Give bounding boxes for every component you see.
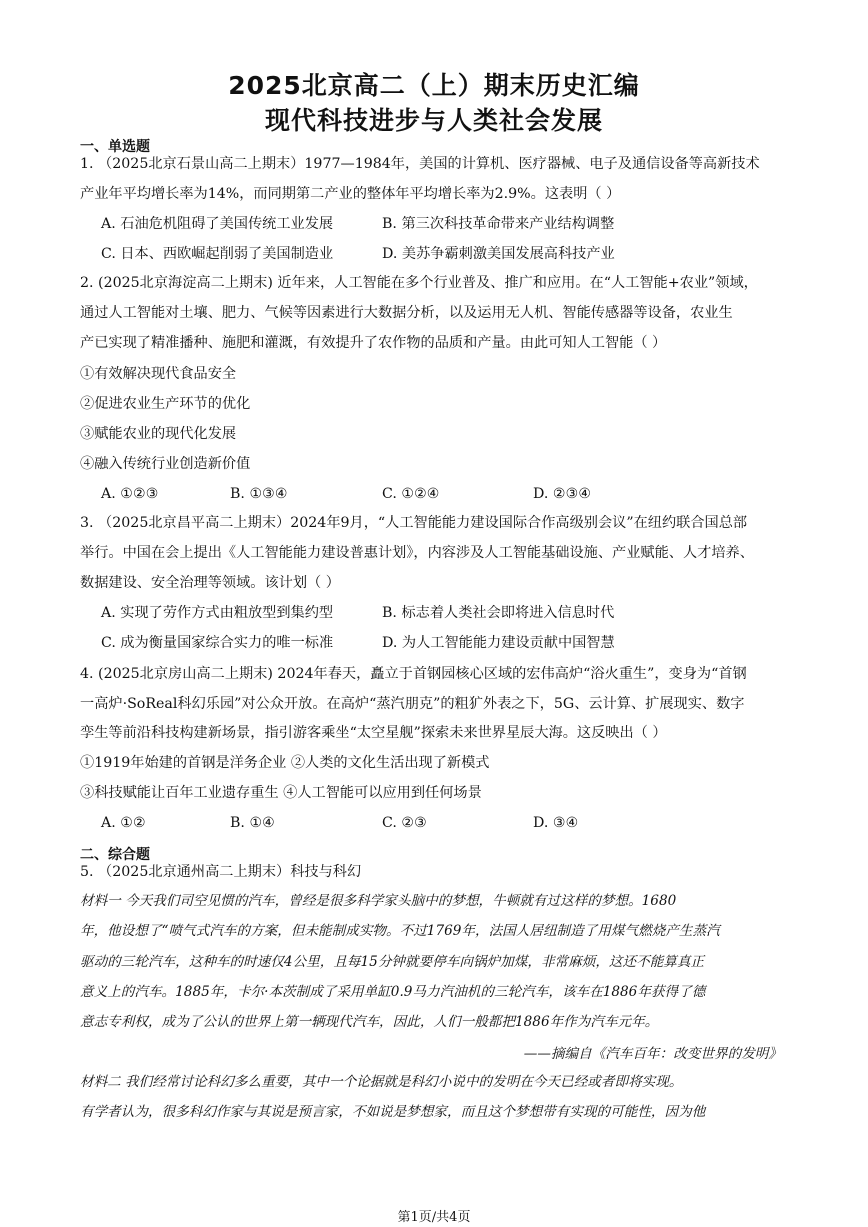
question-line: 5. （2025北京通州高二上期末）科技与科幻 <box>80 864 362 880</box>
statement-item: ①有效解决现代食品安全 <box>80 366 237 382</box>
material-line: 有学者认为，很多科幻作家与其说是预言家，不如说是梦想家，而且这个梦想带有实现的可能性，因为他 <box>80 1104 706 1120</box>
question-line: 产业年平均增长率为14%，而同期第二产业的整体年平均增长率为2.9%。这表明（ ） <box>80 186 621 202</box>
option-c: C. 日本、西欧崛起削弱了美国制造业 <box>101 246 334 262</box>
option-b: B. ①④ <box>230 815 275 831</box>
option-b: B. 标志着人类社会即将进入信息时代 <box>382 605 615 621</box>
question-line: 3. （2025北京昌平高二上期末）2024年9月，“人工智能能力建设国际合作高级别会议”在纽约联合国总部 <box>80 515 748 531</box>
statement-item: ④融入传统行业创造新价值 <box>80 456 251 472</box>
question-line: 孪生等前沿科技构建新场景，指引游客乘坐“太空星舰”探索未来世界星辰大海。这反映出（ ） <box>80 725 667 741</box>
material-line: 年，他设想了“喷气式汽车的方案，但未能制成实物。不过1769年，法国人居纽制造了用煤气燃烧产生蒸汽 <box>80 923 720 939</box>
option-c: C. 成为衡量国家综合实力的唯一标准 <box>101 635 334 651</box>
section-heading-single-choice: 一、单选题 <box>80 139 150 155</box>
statement-item: ①1919年始建的首钢是洋务企业 ②人类的文化生活出现了新模式 <box>80 755 490 771</box>
material-source: ——摘编自《汽车百年：改变世界的发明》 <box>523 1046 782 1062</box>
question-line: 4. (2025北京房山高二上期末) 2024年春天，矗立于首钢园核心区域的宏伟高炉“浴火重生”，变身为“首钢 <box>80 666 747 682</box>
question-line: 举行。中国在会上提出《人工智能能力建设普惠计划》，内容涉及人工智能基础设施、产业赋能、人才培养、 <box>80 545 754 561</box>
material-line: 材料一 今天我们司空见惯的汽车，曾经是很多科学家头脑中的梦想，牛顿就有过这样的梦想。1680 <box>80 893 677 909</box>
option-b: B. 第三次科技革命带来产业结构调整 <box>382 216 615 232</box>
option-d: D. 美苏争霸刺激美国发展高科技产业 <box>382 246 615 262</box>
option-a: A. ①② <box>101 815 146 831</box>
question-line: 2. (2025北京海淀高二上期末) 近年来，人工智能在多个行业普及、推广和应用。在“人工智能+农业”领域， <box>80 275 758 291</box>
option-c: C. ①②④ <box>382 486 440 502</box>
option-d: D. ③④ <box>533 815 579 831</box>
material-line: 驱动的三轮汽车，这种车的时速仅4公里，且每15分钟就要停车向锅炉加煤，非常麻烦，这还不能算真正 <box>80 954 705 970</box>
section-heading-comprehensive: 二、综合题 <box>80 847 150 863</box>
option-a: A. 石油危机阻碍了美国传统工业发展 <box>101 216 334 232</box>
material-line: 材料二 我们经常讨论科幻多么重要，其中一个论据就是科幻小说中的发明在今天已经或者即将实现。 <box>80 1074 683 1090</box>
option-d: D. 为人工智能能力建设贡献中国智慧 <box>382 635 615 651</box>
option-c: C. ②③ <box>382 815 427 831</box>
page-subtitle: 现代科技进步与人类社会发展 <box>264 106 603 135</box>
option-a: A. ①②③ <box>101 486 159 502</box>
statement-item: ③赋能农业的现代化发展 <box>80 426 237 442</box>
question-line: 数据建设、安全治理等领域。该计划（ ） <box>80 575 340 591</box>
material-line: 意义上的汽车。1885年，卡尔·本茨制成了采用单缸0.9马力汽油机的三轮汽车，该车在1886年获得了德 <box>80 984 706 1000</box>
question-line: 1. （2025北京石景山高二上期末）1977—1984年，美国的计算机、医疗器械、电子及通信设备等高新技术 <box>80 156 760 172</box>
statement-item: ②促进农业生产环节的优化 <box>80 396 251 412</box>
statement-item: ③科技赋能让百年工业遗存重生 ④人工智能可以应用到任何场景 <box>80 785 482 801</box>
question-line: 通过人工智能对土壤、肥力、气候等因素进行大数据分析，以及运用无人机、智能传感器等设备，农业生 <box>80 305 733 321</box>
question-line: 产已实现了精准播种、施肥和灌溉，有效提升了农作物的品质和产量。由此可知人工智能（ ） <box>80 335 667 351</box>
option-b: B. ①③④ <box>230 486 288 502</box>
material-line: 意志专利权，成为了公认的世界上第一辆现代汽车，因此，人们一般都把1886年作为汽车元年。 <box>80 1014 659 1030</box>
question-line: 一高炉·SoReal科幻乐园”对公众开放。在高炉“蒸汽朋克”的粗犷外表之下，5G、云计算、扩展现实、数字 <box>80 696 745 712</box>
option-d: D. ②③④ <box>533 486 592 502</box>
option-a: A. 实现了劳作方式由粗放型到集约型 <box>101 605 334 621</box>
page-title: 2025北京高二（上）期末历史汇编 <box>228 71 640 100</box>
page-footer: 第1页/共4页 <box>397 1210 471 1225</box>
